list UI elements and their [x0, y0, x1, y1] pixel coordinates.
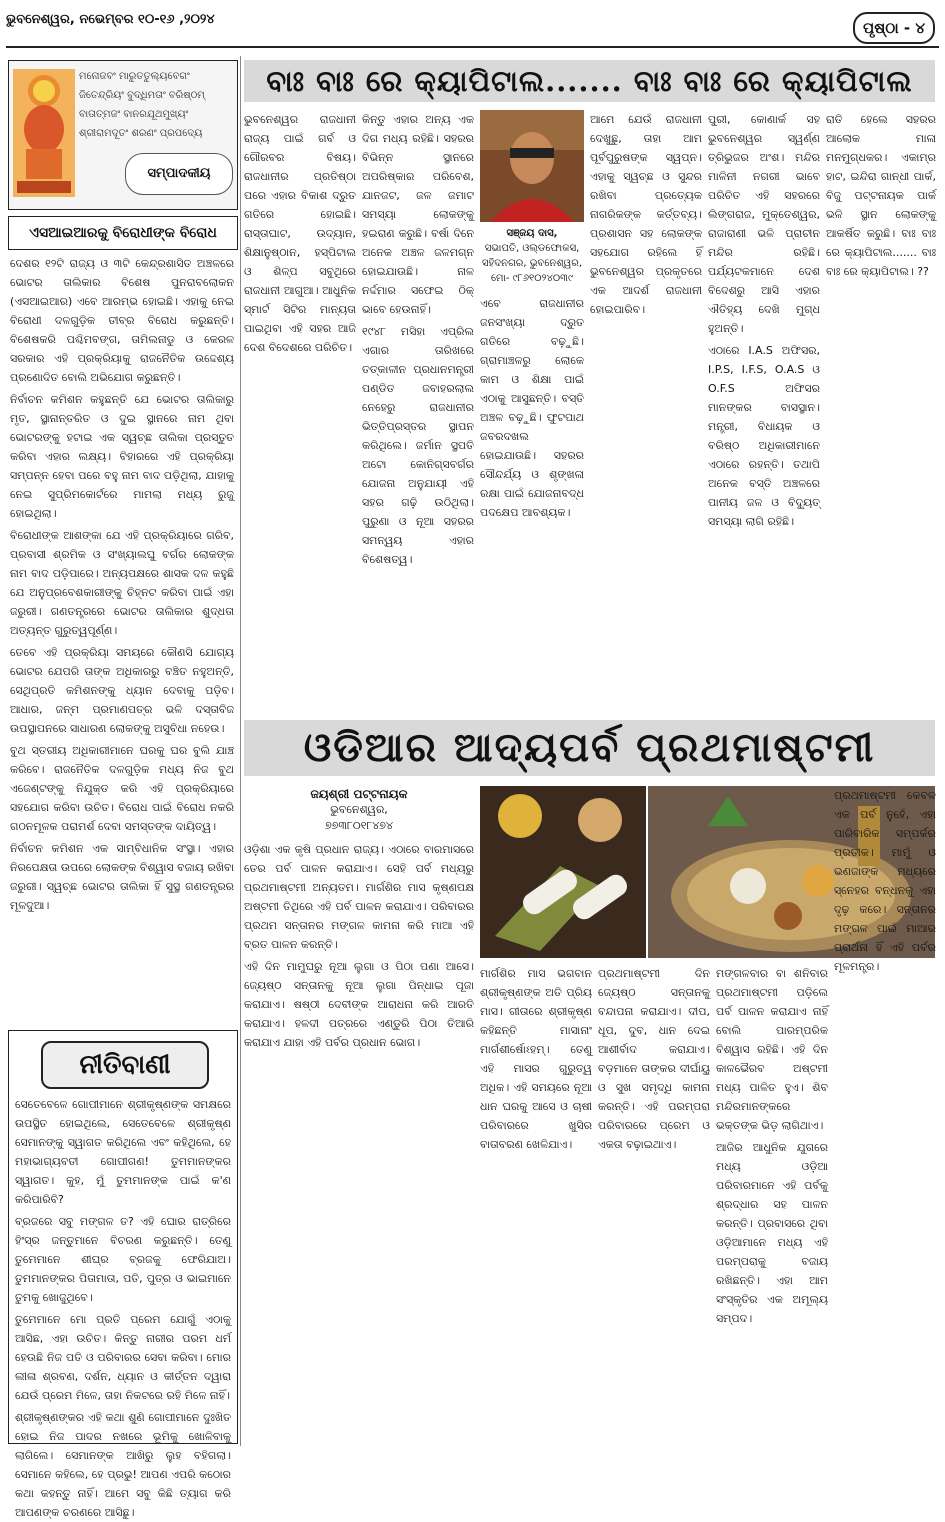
prathamastami-col-1 — [244, 840, 474, 1444]
editorial-headline-box — [8, 216, 238, 250]
editorial-headline: ଏସଆଇଆରକୁ ବିରୋଧୀଙ୍କ ବିରୋଧ — [29, 225, 217, 241]
capital-col-2 — [362, 110, 474, 710]
paragraph: ଏବେ ରାଜଧାନୀର ଜନସଂଖ୍ୟା ଦ୍ରୁତ ଗତିରେ ବଢ଼ୁଛି। ଗ୍ରାମାଞ୍ଚଳରୁ ଲୋକେ କାମ ଓ ଶିକ୍ଷା ପାଇଁ ଏଠାକୁ ଆସୁଛନ୍ତି। ବସ୍ତି ଅଞ୍ଚଳ ବଢ଼ୁଛି। ଫୁଟପାଥ ଜବରଦଖଲ ହୋଇଯାଉଛି। ସହରର ସୌନ୍ଦର୍ଯ୍ୟ ଓ ଶୃଙ୍ଖଳା ରକ୍ଷା ପାଇଁ ଯୋଜନାବଦ୍ଧ ପଦକ୍ଷେପ ଆବଶ୍ୟକ। — [480, 297, 584, 519]
niti-bani-title: ନୀତିବାଣୀ — [79, 1050, 171, 1080]
paragraph: ଶ୍ରୀକୃଷ୍ଣଙ୍କର ଏହି କଥା ଶୁଣି ଗୋପୀମାନେ ଦୁଃଖିତ ହୋଇ ନିଜ ପାଦର ନଖରେ ଭୂମିକୁ ଖୋଳିବାକୁ ଲାଗିଲେ। ସେମାନଙ୍କ ଆଖିରୁ ଲୁହ ବହିଗଲା। ସେମାନେ କହିଲେ, ହେ ପ୍ରଭୁ! ଆପଣ ଏପରି କଠୋର କଥା କହନ୍ତୁ ନାହିଁ। ଆମେ ସବୁ କିଛି ତ୍ୟାଗ କରି ଆପଣଙ୍କ ଚରଣରେ ଆସିଛୁ। — [15, 1411, 231, 1519]
verse-line: ବାତାତ୍ମଜଂ ବାନରଯୂଥମୁଖ୍ୟଂ — [79, 109, 189, 120]
capital-col-6 — [826, 110, 936, 710]
paragraph: ସେତେବେଳେ ଗୋପୀମାନେ ଶ୍ରୀକୃଷ୍ଣଙ୍କ ସମକ୍ଷରେ ଉପସ୍ଥିତ ହୋଇଥିଲେ, ସେତେବେଳେ ଶ୍ରୀକୃଷ୍ଣ ସେମାନଙ୍କୁ ସ୍ୱାଗତ କରିଥିଲେ ଏବଂ କହିଥିଲେ, ହେ ମହାଭାଗ୍ୟବତୀ ଗୋପୀଗଣ! ତୁମମାନଙ୍କର ସ୍ୱାଗତ। କୁହ, ମୁଁ ତୁମମାନଙ୍କ ପାଇଁ କ'ଣ କରିପାରିବି? — [15, 1098, 231, 1206]
paragraph: ବିରୋଧୀଙ୍କ ଆଶଙ୍କା ଯେ ଏହି ପ୍ରକ୍ରିୟାରେ ଗରିବ, ପ୍ରବାସୀ ଶ୍ରମିକ ଓ ସଂଖ୍ୟାଲଘୁ ବର୍ଗର ଲୋକଙ୍କ ନାମ ବାଦ ପଡ଼ିପାରେ। ଅନ୍ୟପକ୍ଷରେ ଶାସକ ଦଳ କହୁଛି ଯେ ଅନୁପ୍ରବେଶକାରୀଙ୍କୁ ଚିହ୍ନଟ କରିବା ପାଇଁ ଏହା ଜରୁରୀ। ଗଣତନ୍ତ୍ରରେ ଭୋଟର ତାଲିକାର ଶୁଦ୍ଧତା ଅତ୍ୟନ୍ତ ଗୁରୁତ୍ୱପୂର୍ଣ୍ଣ। — [10, 529, 234, 637]
author-name: ଜୟଶ୍ରୀ ପଟ୍ଟନାୟକ — [310, 787, 408, 801]
editorial-logo — [125, 153, 233, 195]
column-divider — [240, 56, 241, 1446]
capital-col-4 — [590, 110, 702, 710]
paragraph: ଆଜିର ଆଧୁନିକ ଯୁଗରେ ମଧ୍ୟ ଓଡ଼ିଆ ପରିବାରମାନେ ଏହି ପର୍ବକୁ ଶ୍ରଦ୍ଧାର ସହ ପାଳନ କରନ୍ତି। ପ୍ରବାସରେ ଥିବା ଓଡ଼ିଆମାନେ ମଧ୍ୟ ଏହି ପରମ୍ପରାକୁ ବଜାୟ ରଖିଛନ୍ତି। ଏହା ଆମ ସଂସ୍କୃତିର ଏକ ଅମୂଲ୍ୟ ସମ୍ପଦ। — [716, 1141, 828, 1325]
masthead-rule — [6, 46, 939, 48]
prathamastami-byline — [244, 786, 474, 834]
paragraph: ଏଠାରେ I.A.S ଅଫିସର, I.P.S, I.F.S, O.A.S ଓ O.F.S ଅଫିସର ମାନଙ୍କର ବାସସ୍ଥାନ। ମନ୍ତ୍ରୀ, ବିଧାୟକ ଓ ବରିଷ୍ଠ ଅଧିକାରୀମାନେ ଏଠାରେ ରହନ୍ତି। ତଥାପି ଅନେକ ବସ୍ତି ଅଞ୍ଚଳରେ ପାନୀୟ ଜଳ ଓ ବିଦ୍ୟୁତ୍ ସମସ୍ୟା ଲାଗି ରହିଛି। — [708, 344, 820, 528]
author-photo — [480, 110, 584, 222]
author-line: ମୋ- ୯୮୬୧୦୨୪୦୩୯ — [491, 273, 573, 284]
editorial-body — [10, 254, 234, 1006]
hanuman-image — [13, 69, 75, 197]
paragraph: ରାତି ହେଲେ ସହରର ଆଲୋକ ମାଳା ମନମୁଗ୍ଧକର। ଏକାମ୍ର ହାଟ, ଇନ୍ଦିରା ଗାନ୍ଧୀ ପାର୍କ, ବିଜୁ ପଟ୍ଟନାୟକ ପାର୍କ ଭଳି ସ୍ଥାନ ଲୋକଙ୍କୁ ଆକର୍ଷିତ କରୁଛି। ବାଃ ବାଃ ରେ କ୍ୟାପିଟାଲ....... ବାଃ ବାଃ ରେ କ୍ୟାପିଟାଲ। ?? — [826, 113, 936, 278]
prayer-verse — [79, 67, 233, 143]
capital-headline: ବାଃ ବାଃ ରେ କ୍ୟାପିଟାଲ....... ବାଃ ବାଃ ରେ କ୍ୟାପିଟାଲ — [244, 60, 935, 102]
capital-col-5 — [708, 110, 820, 710]
paragraph: ଆମେ ଯେଉଁ ରାଜଧାନୀ ଦେଖୁଛୁ, ତାହା ଆମ ପୂର୍ବପୁରୁଷଙ୍କ ସ୍ୱପ୍ନ। ଏହାକୁ ସ୍ୱଚ୍ଛ ଓ ସୁନ୍ଦର ରଖିବା ପ୍ରତ୍ୟେକ ନାଗରିକଙ୍କ କର୍ତ୍ତବ୍ୟ। ପ୍ରଶାସନ ସହ ଲୋକଙ୍କ ସହଯୋଗ ରହିଲେ ହିଁ ଭୁବନେଶ୍ୱର ପ୍ରକୃତରେ ଏକ ଆଦର୍ଶ ରାଜଧାନୀ ହୋଇପାରିବ। — [590, 113, 702, 316]
paragraph: ବୁଥ ସ୍ତରୀୟ ଅଧିକାରୀମାନେ ଘରକୁ ଘର ବୁଲି ଯାଞ୍ଚ କରିବେ। ରାଜନୈତିକ ଦଳଗୁଡ଼ିକ ମଧ୍ୟ ନିଜ ବୁଥ ଏଜେଣ୍ଟଙ୍କୁ ନିଯୁକ୍ତ କରି ଏହି ପ୍ରକ୍ରିୟାରେ ସହଯୋଗ କରିବା ଉଚିତ। ବିରୋଧ ପାଇଁ ବିରୋଧ ନକରି ଗଠନମୂଳକ ପରାମର୍ଶ ଦେବା ସମସ୍ତଙ୍କ ଦାୟିତ୍ୱ। — [10, 744, 234, 833]
prathamastami-col-3 — [598, 964, 710, 1444]
paragraph: ନିର୍ବାଚନ କମିଶନ କହୁଛନ୍ତି ଯେ ଭୋଟର ତାଲିକାରୁ ମୃତ, ସ୍ଥାନାନ୍ତରିତ ଓ ଦୁଇ ସ୍ଥାନରେ ନାମ ଥିବା ଭୋଟରଙ୍କୁ ହଟାଇ ଏକ ସ୍ୱଚ୍ଛ ତାଲିକା ପ୍ରସ୍ତୁତ କରିବା ଏହାର ଲକ୍ଷ୍ୟ। ବିହାରରେ ଏହି ପ୍ରକ୍ରିୟା ସମ୍ପନ୍ନ ହେବା ପରେ ବହୁ ନାମ ବାଦ ପଡ଼ିଥିଲା, ଯାହାକୁ ନେଇ ସୁପ୍ରିମକୋର୍ଟରେ ମାମଲା ମଧ୍ୟ ରୁଜୁ ହୋଇଥିଲା। — [10, 393, 234, 520]
verse-line: ମନୋଜବଂ ମାରୁତତୁଲ୍ୟବେଗଂ — [79, 71, 190, 82]
paragraph: ଦେଶର ୧୨ଟି ରାଜ୍ୟ ଓ ୩ଟି କେନ୍ଦ୍ରଶାସିତ ଅଞ୍ଚଳରେ ଭୋଟର ତାଲିକାର ବିଶେଷ ପୁନରାବଲୋକନ (ଏସଆଇଆର) ଏବେ ଆରମ୍ଭ ହୋଇଛି। ଏହାକୁ ନେଇ ବିରୋଧୀ ଦଳଗୁଡ଼ିକ ତୀବ୍ର ବିରୋଧ କରୁଛନ୍ତି। ବିଶେଷକରି ପଶ୍ଚିମବଙ୍ଗ, ତାମିଲନାଡୁ ଓ କେରଳ ସରକାର ଏହି ପ୍ରକ୍ରିୟାକୁ ରାଜନୈତିକ ଉଦ୍ଦେଶ୍ୟ ପ୍ରଣୋଦିତ ବୋଲି ଅଭିଯୋଗ କରୁଛନ୍ତି। — [10, 257, 234, 384]
editorial-logo-text: ସମ୍ପାଦକୀୟ — [147, 166, 211, 181]
verse-line: ଶ୍ରୀରାମଦୂତଂ ଶରଣଂ ପ୍ରପଦ୍ୟେ — [79, 128, 203, 139]
capital-col-1 — [244, 110, 356, 710]
paragraph: ୧୯୪୮ ମସିହା ଏପ୍ରିଲ ଏଗାର ତାରିଖରେ ତତ୍କାଳୀନ ପ୍ରଧାନମନ୍ତ୍ରୀ ପଣ୍ଡିତ ଜବାହରଲାଲ ନେହେରୁ ରାଜଧାନୀର ଭିତ୍ତିପ୍ରସ୍ତର ସ୍ଥାପନ କରିଥିଲେ। ଜର୍ମାନ ସ୍ଥପତି ଅଟୋ କୋନିଗ୍ସବର୍ଗର ଯୋଜନା ଅନୁଯାୟୀ ଏହି ସହର ଗଢ଼ି ଉଠିଥିଲା। ପୁରୁଣା ଓ ନୂଆ ସହରର ସମନ୍ୱୟ ଏହାର ବିଶେଷତ୍ୱ। — [362, 325, 474, 566]
paragraph: ତୁମେମାନେ ମୋ ପ୍ରତି ପ୍ରେମ ଯୋଗୁଁ ଏଠାକୁ ଆସିଛ, ଏହା ଉଚିତ। କିନ୍ତୁ ନାରୀର ପରମ ଧର୍ମ ହେଉଛି ନିଜ ପତି ଓ ପରିବାରର ସେବା କରିବା। ମୋର ଲୀଳା ଶ୍ରବଣ, ଦର୍ଶନ, ଧ୍ୟାନ ଓ କୀର୍ତ୍ତନ ଦ୍ୱାରା ଯେଉଁ ପ୍ରେମ ମିଳେ, ତାହା ନିକଟରେ ରହି ମିଳେ ନାହିଁ। — [15, 1313, 231, 1402]
prathamastami-headline: ଓଡିଆର ଆଦ୍ୟପର୍ବ ପ୍ରଥମାଷ୍ଟମୀ — [244, 720, 935, 776]
author-name: ସଞ୍ଜୟ ଦାସ, — [506, 228, 558, 239]
capital-col-3 — [480, 294, 584, 710]
paragraph: ଭୁବନେଶ୍ୱର ରାଜଧାନୀ ରାଜ୍ୟ ପାଇଁ ଗର୍ବ ଓ ଗୌରବର ବିଷୟ। ରାଜଧାନୀର ପ୍ରତିଷ୍ଠା ପରେ ଏହାର ବିକାଶ ଦ୍ରୁତ ଗତିରେ ହୋଇଛି। ରାସ୍ତାଘାଟ, ଉଦ୍ୟାନ, ଶିକ୍ଷାନୁଷ୍ଠାନ, ହସ୍ପିଟାଲ ଓ ଶିଳ୍ପ ସବୁଥିରେ ରାଜଧାନୀ ଆଗୁଆ। ଆଧୁନିକ ସ୍ମାର୍ଟ ସିଟିର ମାନ୍ୟତା ପାଇଥିବା ଏହି ସହର ଆଜି ଦେଶ ବିଦେଶରେ ପରିଚିତ। — [244, 113, 356, 354]
author-line: ସହିଦନଗର, ଭୁବନେଶ୍ୱର, — [481, 258, 583, 269]
paragraph: ଏହି ଦିନ ମାମୁଘରୁ ନୂଆ ଲୁଗା ଓ ପିଠା ପଣା ଆସେ। ଜ୍ୟେଷ୍ଠ ସନ୍ତାନକୁ ନୂଆ ଲୁଗା ପିନ୍ଧାଇ ପୂଜା କରାଯାଏ। ଷଷ୍ଠୀ ଦେବୀଙ୍କ ଆରାଧନା କରି ଆରତି କରାଯାଏ। ହଳଦୀ ପତ୍ରରେ ଏଣ୍ଡୁରି ପିଠା ତିଆରି କରାଯାଏ ଯାହା ଏହି ପର୍ବର ପ୍ରଧାନ ଭୋଗ। — [244, 960, 474, 1049]
paragraph: ମଙ୍ଗଳବାର ବା ଶନିବାର ପ୍ରଥମାଷ୍ଟମୀ ପଡ଼ିଲେ ପର୍ବ ପାଳନ କରାଯାଏ ନାହିଁ ବୋଲି ପାରମ୍ପରିକ ବିଶ୍ୱାସ ରହିଛି। ଏହି ଦିନ କାଳଭୈରବ ଅଷ୍ଟମୀ ମଧ୍ୟ ପାଳିତ ହୁଏ। ଶିବ ମନ୍ଦିରମାନଙ୍କରେ ଭକ୍ତଙ୍କ ଭିଡ଼ ଲାଗିଥାଏ। — [716, 967, 828, 1132]
author-line: ୭୭୩୮୦୧୮୪୭୪ — [324, 819, 394, 832]
niti-bani-box — [8, 1030, 238, 1519]
niti-bani-title-box — [41, 1041, 209, 1089]
author-line: ସଭାପତି, ଓଲ୍ଡଫୋକସ, — [484, 243, 580, 254]
paragraph: ପ୍ରଥମାଷ୍ଟମୀ ଦିନ ଜ୍ୟେଷ୍ଠ ସନ୍ତାନକୁ ବନ୍ଦାପନା କରାଯାଏ। ଦୀପ, ଧୂପ, ଦୁବ, ଧାନ ଦେଇ ଆଶୀର୍ବାଦ କରାଯାଏ। ବଡ଼ମାନେ ତାଙ୍କର ଦୀର୍ଘାୟୁ ଓ ସୁଖ ସମୃଦ୍ଧି କାମନା କରନ୍ତି। ଏହି ପରମ୍ପରା ପରିବାରରେ ପ୍ରେମ ଓ ଏକତା ବଢ଼ାଇଥାଏ। — [598, 967, 710, 1151]
prathamastami-col-2 — [480, 964, 592, 1444]
niti-bani-body — [15, 1095, 231, 1519]
prathamastami-col-4 — [716, 964, 828, 1444]
verse-line: ଜିତେନ୍ଦ୍ରିୟଂ ବୁଦ୍ଧିମତାଂ ବରିଷ୍ଠମ୍‌ — [79, 90, 205, 101]
page-number: ପୃଷ୍ଠା - ୪ — [853, 12, 935, 44]
paragraph: ଓଡ଼ିଶା ଏକ କୃଷି ପ୍ରଧାନ ରାଜ୍ୟ। ଏଠାରେ ବାରମାସରେ ତେର ପର୍ବ ପାଳନ କରାଯାଏ। ସେହି ପର୍ବ ମଧ୍ୟରୁ ପ୍ରଥମାଷ୍ଟମୀ ଅନ୍ୟତମ। ମାର୍ଗଶିର ମାସ କୃଷ୍ଣପକ୍ଷ ଅଷ୍ଟମୀ ତିଥିରେ ଏହି ପର୍ବ ପାଳନ କରାଯାଏ। ପରିବାରର ପ୍ରଥମ ସନ୍ତାନର ମଙ୍ଗଳ କାମନା କରି ମାଆ ଏହି ବ୍ରତ ପାଳନ କରନ୍ତି। — [244, 843, 474, 951]
photo-enduri-pitha — [480, 786, 646, 958]
prathamastami-col-5 — [834, 786, 936, 1444]
paragraph: ପ୍ରଥମାଷ୍ଟମୀ କେବଳ ଏକ ପର୍ବ ନୁହେଁ, ଏହା ପାରିବାରିକ ସମ୍ପର୍କର ପ୍ରତୀକ। ମାମୁଁ ଓ ଭଣଜାଙ୍କ ମଧ୍ୟରେ ସ୍ନେହର ବନ୍ଧନକୁ ଏହା ଦୃଢ଼ କରେ। ସନ୍ତାନର ମଙ୍ଗଳ ପାଇଁ ମାଆର ପ୍ରାର୍ଥନା ହିଁ ଏହି ପର୍ବର ମୂଳମନ୍ତ୍ର। — [834, 789, 936, 973]
paragraph: ମାର୍ଗଶିର ମାସ ଭଗବାନ ଶ୍ରୀକୃଷ୍ଣଙ୍କ ଅତି ପ୍ରିୟ ମାସ। ଗୀତାରେ ଶ୍ରୀକୃଷ୍ଣ କହିଛନ୍ତି ମାସାନାଂ ମାର୍ଗଶୀର୍ଷୋଽହମ୍। ତେଣୁ ଏହି ମାସର ଗୁରୁତ୍ୱ ଅଧିକ। ଏହି ସମୟରେ ନୂଆ ଧାନ ଘରକୁ ଆସେ ଓ ଚାଷୀ ପରିବାରରେ ଖୁସିର ବାତାବରଣ ଖେଳିଯାଏ। — [480, 967, 592, 1151]
dateline: ଭୁବନେଶ୍ୱର, ନଭେମ୍ବର ୧୦-୧୬ ,୨୦୨୪ — [6, 12, 215, 27]
editorial-box — [8, 60, 238, 210]
masthead — [0, 0, 945, 48]
paragraph: କିନ୍ତୁ ଏହାର ଅନ୍ୟ ଏକ ଦିଗ ମଧ୍ୟ ରହିଛି। ସହରର ବିଭିନ୍ନ ସ୍ଥାନରେ ଅପରିଷ୍କାର ପରିବେଶ, ଯାନଜଟ, ଜଳ ଜମାଟ ସମସ୍ୟା ଲୋକଙ୍କୁ ହଇରାଣ କରୁଛି। ବର୍ଷା ଦିନେ ଅନେକ ଅଞ୍ଚଳ ଜଳମଗ୍ନ ହୋଇଯାଉଛି। ନାଳ ନର୍ଦ୍ଦମାର ସଫେଇ ଠିକ୍ ଭାବେ ହେଉନାହିଁ। — [362, 113, 474, 316]
paragraph: ବ୍ରଜରେ ସବୁ ମଙ୍ଗଳ ତ? ଏହି ଘୋର ରାତ୍ରିରେ ହିଂସ୍ର ଜନ୍ତୁମାନେ ବିଚରଣ କରୁଛନ୍ତି। ତେଣୁ ତୁମେମାନେ ଶୀଘ୍ର ବ୍ରଜକୁ ଫେରିଯାଅ। ତୁମମାନଙ୍କର ପିତାମାତା, ପତି, ପୁତ୍ର ଓ ଭାଇମାନେ ତୁମକୁ ଖୋଜୁଥିବେ। — [15, 1215, 231, 1304]
author-credit — [480, 226, 584, 286]
author-line: ଭୁବନେଶ୍ୱର, — [330, 803, 388, 816]
paragraph: ତେବେ ଏହି ପ୍ରକ୍ରିୟା ସମୟରେ କୌଣସି ଯୋଗ୍ୟ ଭୋଟର ଯେପରି ତାଙ୍କ ଅଧିକାରରୁ ବଞ୍ଚିତ ନହୁଅନ୍ତି, ସେଥିପ୍ରତି କମିଶନଙ୍କୁ ଧ୍ୟାନ ଦେବାକୁ ପଡ଼ିବ। ଆଧାର, ଜନ୍ମ ପ୍ରମାଣପତ୍ର ଭଳି ଦସ୍ତାବିଜ ଉପସ୍ଥାପନରେ ସାଧାରଣ ଲୋକଙ୍କୁ ଅସୁବିଧା ନହେଉ। — [10, 646, 234, 735]
paragraph: ପୁରୀ, କୋଣାର୍କ ସହ ଭୁବନେଶ୍ୱର ସ୍ୱର୍ଣ୍ଣ ତ୍ରିଭୁଜର ଅଂଶ। ମନ୍ଦିର ମାଳିନୀ ନଗରୀ ଭାବେ ପରିଚିତ ଏହି ସହରରେ ଲିଙ୍ଗରାଜ, ମୁକ୍ତେଶ୍ୱର, ରାଜାରାଣୀ ଭଳି ପ୍ରାଚୀନ ମନ୍ଦିର ରହିଛି। ପର୍ଯ୍ୟଟକମାନେ ଦେଶ ବିଦେଶରୁ ଆସି ଏହାର ଐତିହ୍ୟ ଦେଖି ମୁଗ୍ଧ ହୁଅନ୍ତି। — [708, 113, 820, 335]
paragraph: ନିର୍ବାଚନ କମିଶନ ଏକ ସାମ୍ବିଧାନିକ ସଂସ୍ଥା। ଏହାର ନିରପେକ୍ଷତା ଉପରେ ଲୋକଙ୍କ ବିଶ୍ୱାସ ବଜାୟ ରଖିବା ଜରୁରୀ। ସ୍ୱଚ୍ଛ ଭୋଟର ତାଲିକା ହିଁ ସୁସ୍ଥ ଗଣତନ୍ତ୍ରର ମୂଳଦୁଆ। — [10, 842, 234, 912]
